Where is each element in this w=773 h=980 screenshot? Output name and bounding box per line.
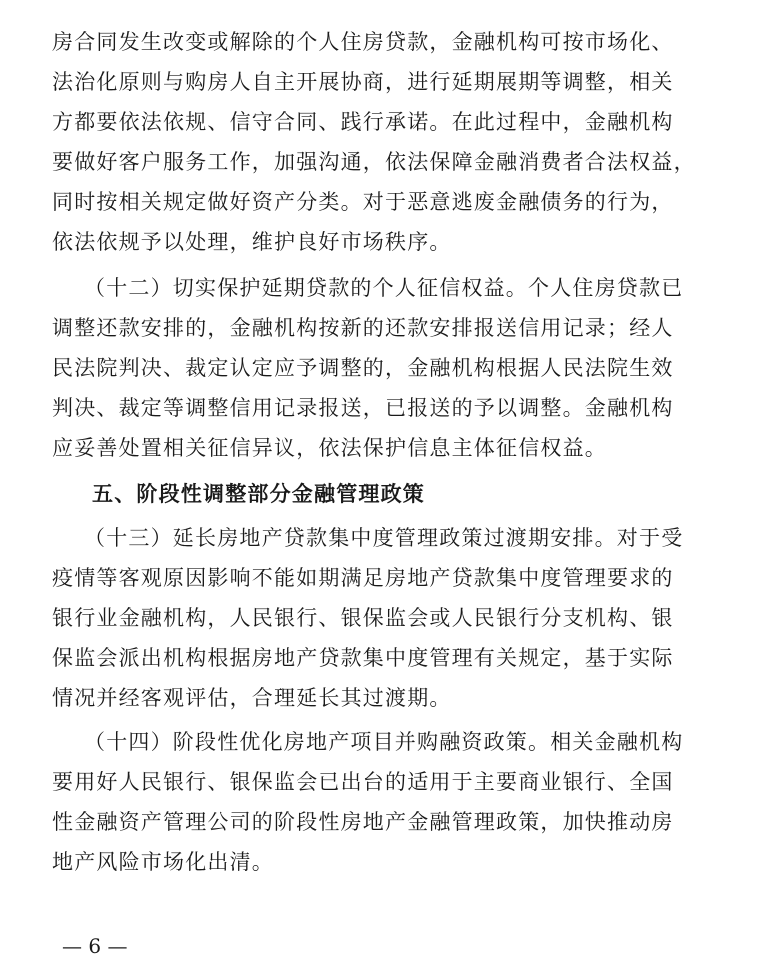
text-line: 疫情等客观原因影响不能如期满足房地产贷款集中度管理要求的 (52, 566, 674, 590)
text-line: 方都要依法依规、信守合同、践行承诺。在此过程中，金融机构 (52, 110, 674, 134)
text-line: 判决、裁定等调整信用记录报送，已报送的予以调整。金融机构 (52, 396, 674, 420)
text-line: 法治化原则与购房人自主开展协商，进行延期展期等调整，相关 (52, 70, 674, 94)
text-line: 应妥善处置相关征信异议，依法保护信息主体征信权益。 (52, 436, 607, 460)
paragraph-item-12 (52, 268, 692, 468)
text-line: 调整还款安排的，金融机构按新的还款安排报送信用记录；经人 (52, 316, 674, 340)
text-line: 性金融资产管理公司的阶段性房地产金融管理政策，加快推动房 (52, 810, 674, 834)
section-heading-5: 五、阶段性调整部分金融管理政策 (92, 482, 425, 506)
text-line: （十二）切实保护延期贷款的个人征信权益。个人住房贷款已 (84, 276, 684, 300)
text-line: 同时按相关规定做好资产分类。对于恶意逃废金融债务的行为， (52, 190, 674, 214)
text-line: 民法院判决、裁定认定应予调整的，金融机构根据人民法院生效 (52, 356, 674, 380)
paragraph-item-13 (52, 518, 692, 718)
text-line: 情况并经客观评估，合理延长其过渡期。 (52, 686, 452, 710)
paragraph-contract-negotiation (52, 22, 696, 262)
paragraph-item-14 (52, 722, 692, 882)
text-line: 房合同发生改变或解除的个人住房贷款，金融机构可按市场化、 (52, 30, 674, 54)
page-number: — 6 — (62, 934, 128, 958)
text-line: （十三）延长房地产贷款集中度管理政策过渡期安排。对于受 (84, 526, 684, 550)
text-line: 要用好人民银行、银保监会已出台的适用于主要商业银行、全国 (52, 770, 674, 794)
text-line: 要做好客户服务工作，加强沟通，依法保障金融消费者合法权益， (52, 150, 696, 174)
text-line: 银行业金融机构，人民银行、银保监会或人民银行分支机构、银 (52, 606, 674, 630)
text-line: 依法依规予以处理，维护良好市场秩序。 (52, 230, 452, 254)
text-line: 保监会派出机构根据房地产贷款集中度管理有关规定，基于实际 (52, 646, 674, 670)
text-line: 地产风险市场化出清。 (52, 850, 274, 874)
text-line: （十四）阶段性优化房地产项目并购融资政策。相关金融机构 (84, 730, 684, 754)
